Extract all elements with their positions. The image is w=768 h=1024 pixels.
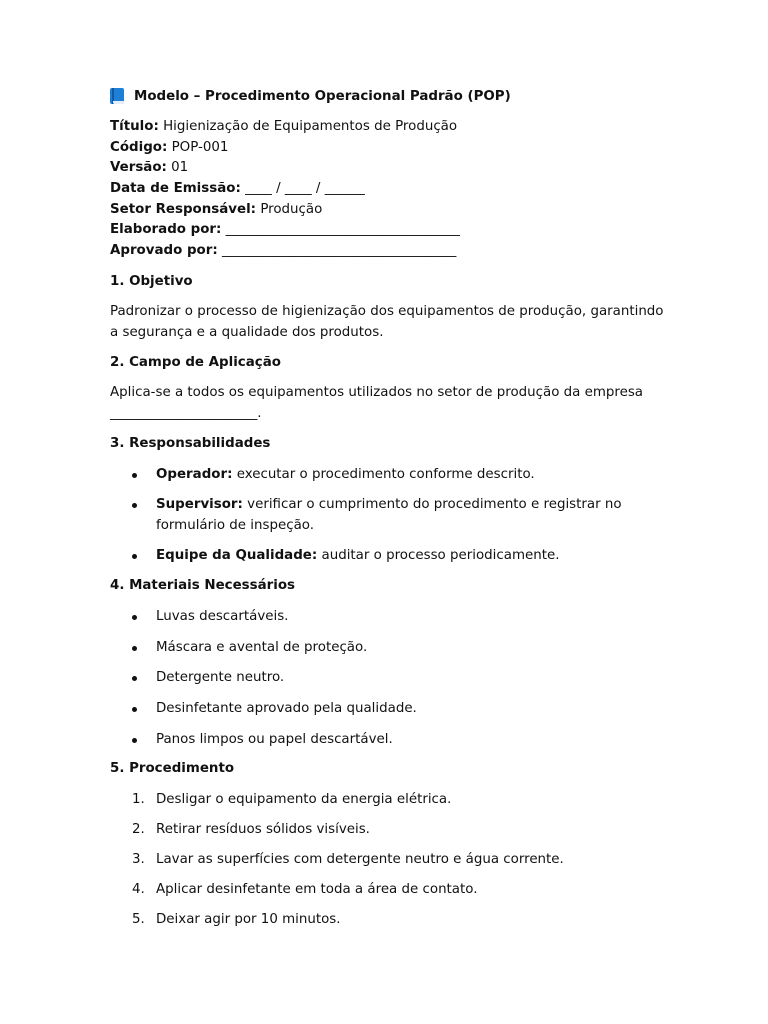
field-aprovado: [110, 243, 456, 258]
step-number: 4.: [132, 882, 145, 897]
field-value: ____ / ____ / ______: [245, 181, 365, 196]
step-number: 1.: [132, 792, 145, 807]
section-heading-materiais: 4. Materiais Necessários: [110, 578, 296, 593]
item-text: auditar o processo periodicamente.: [321, 548, 560, 563]
step-number: 3.: [132, 852, 145, 867]
item-label: Equipe da Qualidade:: [156, 548, 318, 563]
item-text: Detergente neutro.: [156, 670, 285, 685]
list-item: [131, 607, 631, 628]
list-item: [132, 790, 672, 810]
field-label: Setor Responsável:: [110, 202, 257, 217]
document-title: [110, 88, 511, 104]
field-value: POP-001: [171, 140, 229, 155]
item-label: Supervisor:: [156, 497, 243, 512]
field-elaborado: [110, 222, 460, 237]
step-text: Desligar o equipamento da energia elétrica.: [156, 792, 452, 807]
field-data-emissao: [110, 181, 365, 196]
field-label: Título:: [110, 119, 159, 134]
field-setor: [110, 202, 322, 217]
list-item: [131, 546, 631, 567]
step-number: 2.: [132, 822, 145, 837]
step-text: Lavar as superfícies com detergente neutro e água corrente.: [156, 852, 564, 867]
field-titulo: [110, 119, 457, 134]
list-item: [131, 465, 631, 486]
list-item: [132, 910, 672, 930]
field-value: Higienização de Equipamentos de Produção: [163, 119, 458, 134]
field-label: Aprovado por:: [110, 243, 218, 258]
blue-book-icon: [110, 88, 126, 104]
section-heading-procedimento: 5. Procedimento: [110, 761, 235, 776]
item-text: executar o procedimento conforme descrito.: [236, 467, 535, 482]
field-value: Produção: [260, 202, 323, 217]
section-text-campo: Aplica-se a todos os equipamentos utilizados no setor de produção da empresa ______________________.: [110, 385, 644, 421]
field-value: ___________________________________: [221, 243, 457, 258]
step-text: Aplicar desinfetante em toda a área de contato.: [156, 882, 478, 897]
list-item: [131, 495, 631, 536]
item-text: Luvas descartáveis.: [156, 609, 289, 624]
item-label: Operador:: [156, 467, 233, 482]
list-item: [131, 668, 631, 689]
field-value: ___________________________________: [225, 222, 460, 237]
field-label: Elaborado por:: [110, 222, 222, 237]
section-heading-campo: 2. Campo de Aplicação: [110, 355, 281, 370]
step-text: Retirar resíduos sólidos visíveis.: [156, 822, 370, 837]
step-number: 5.: [132, 912, 145, 927]
section-heading-responsabilidades: 3. Responsabilidades: [110, 436, 271, 451]
item-text: Panos limpos ou papel descartável.: [156, 732, 393, 747]
step-text: Deixar agir por 10 minutos.: [156, 912, 341, 927]
field-label: Versão:: [110, 160, 167, 175]
item-text: Máscara e avental de proteção.: [156, 640, 368, 655]
item-text: verificar o cumprimento do procedimento e registrar no formulário de inspeção.: [156, 497, 622, 533]
document-title-text: Modelo – Procedimento Operacional Padrão (POP): [134, 88, 511, 104]
list-item: [132, 880, 672, 900]
item-text: Desinfetante aprovado pela qualidade.: [156, 701, 417, 716]
list-item: [131, 699, 631, 720]
field-label: Código:: [110, 140, 168, 155]
field-label: Data de Emissão:: [110, 181, 241, 196]
list-item: [132, 850, 672, 870]
list-item: [132, 820, 672, 840]
section-text-objetivo: Padronizar o processo de higienização dos equipamentos de produção, garantindo a segurança e a qualidade dos produtos.: [110, 304, 664, 340]
list-item: [131, 638, 631, 659]
field-value: 01: [171, 160, 189, 175]
field-versao: [110, 160, 188, 175]
list-item: [131, 730, 631, 751]
field-codigo: [110, 140, 228, 155]
section-heading-objetivo: 1. Objetivo: [110, 274, 193, 289]
